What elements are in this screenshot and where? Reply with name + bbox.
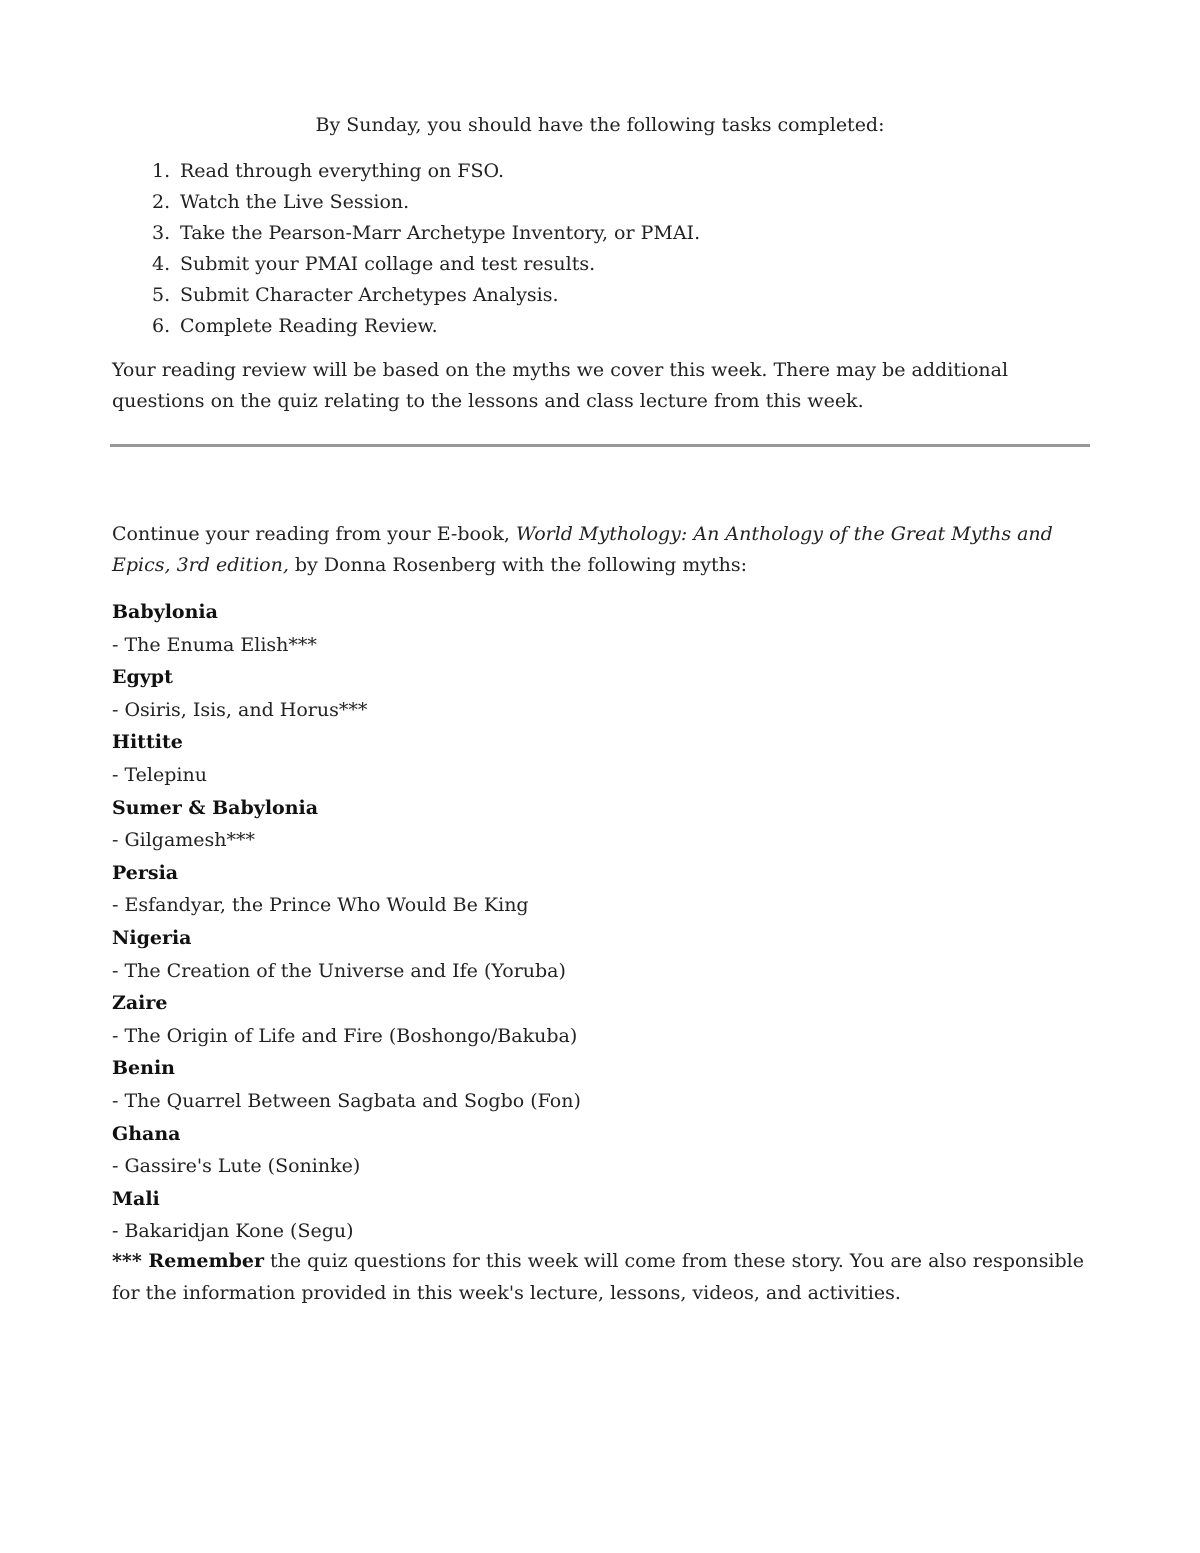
task-item bbox=[112, 218, 1092, 249]
task-text: Submit your PMAI collage and test results. bbox=[180, 253, 596, 275]
myth-title: - Esfandyar, the Prince Who Would Be King bbox=[112, 894, 529, 917]
remember-note bbox=[112, 1245, 1097, 1309]
myth-title: - Telepinu bbox=[112, 763, 207, 786]
task-item bbox=[112, 280, 1092, 311]
region-heading: Persia bbox=[112, 861, 179, 884]
remember-text: the quiz questions for this week will come from these story. You are also responsible for the information provided in this week's lecture, lessons, videos, and activities. bbox=[112, 1250, 1084, 1304]
region-heading: Babylonia bbox=[112, 601, 218, 623]
myth-title: - The Origin of Life and Fire (Boshongo/Bakuba) bbox=[112, 1024, 578, 1047]
reading-suffix: by Donna Rosenberg with the following myths: bbox=[288, 554, 748, 576]
task-number: 1. bbox=[152, 160, 171, 182]
reading-instructions bbox=[112, 519, 1097, 581]
region-heading: Nigeria bbox=[112, 926, 192, 949]
region-heading: Sumer & Babylonia bbox=[112, 796, 319, 819]
myth-title: - Osiris, Isis, and Horus*** bbox=[112, 698, 368, 721]
myth-list bbox=[112, 596, 1097, 1248]
remember-label: *** Remember bbox=[112, 1250, 264, 1272]
myth-title: - Gilgamesh*** bbox=[112, 829, 256, 852]
task-item bbox=[112, 311, 1092, 342]
region-heading: Mali bbox=[112, 1187, 160, 1210]
task-item bbox=[112, 249, 1092, 280]
task-number: 3. bbox=[152, 222, 171, 244]
myth-title: - The Enuma Elish*** bbox=[112, 633, 317, 656]
intro-text: By Sunday, you should have the following tasks completed: bbox=[315, 114, 885, 136]
task-text: Complete Reading Review. bbox=[180, 315, 438, 337]
myth-title: - Bakaridjan Kone (Segu) bbox=[112, 1220, 354, 1243]
myth-title: - Gassire's Lute (Soninke) bbox=[112, 1155, 361, 1178]
task-text: Take the Pearson-Marr Archetype Inventory, or PMAI. bbox=[180, 222, 701, 244]
horizontal-divider bbox=[110, 444, 1090, 447]
task-text: Read through everything on FSO. bbox=[180, 160, 504, 182]
review-note: Your reading review will be based on the myths we cover this week. There may be additional questions on the quiz relating to the lessons and class lecture from this week. bbox=[112, 359, 1009, 412]
myth-title: - The Creation of the Universe and Ife (Yoruba) bbox=[112, 959, 566, 982]
region-heading: Hittite bbox=[112, 731, 183, 754]
book-title: World Mythology: An Anthology of the Great Myths and Epics, 3rd edition, bbox=[112, 523, 1053, 576]
region-heading: Benin bbox=[112, 1057, 175, 1080]
task-item bbox=[112, 156, 1092, 187]
task-list bbox=[112, 156, 1092, 342]
region-heading: Ghana bbox=[112, 1122, 181, 1145]
region-heading: Zaire bbox=[112, 992, 168, 1015]
task-text: Watch the Live Session. bbox=[180, 191, 410, 213]
task-item bbox=[112, 187, 1092, 218]
reading-prefix: Continue your reading from your E-book, bbox=[112, 523, 516, 545]
task-text: Submit Character Archetypes Analysis. bbox=[180, 284, 559, 306]
task-number: 5. bbox=[152, 284, 171, 306]
task-number: 2. bbox=[152, 191, 171, 213]
task-number: 6. bbox=[152, 315, 171, 337]
task-number: 4. bbox=[152, 253, 171, 275]
myth-title: - The Quarrel Between Sagbata and Sogbo (Fon) bbox=[112, 1089, 581, 1112]
region-heading: Egypt bbox=[112, 666, 173, 689]
